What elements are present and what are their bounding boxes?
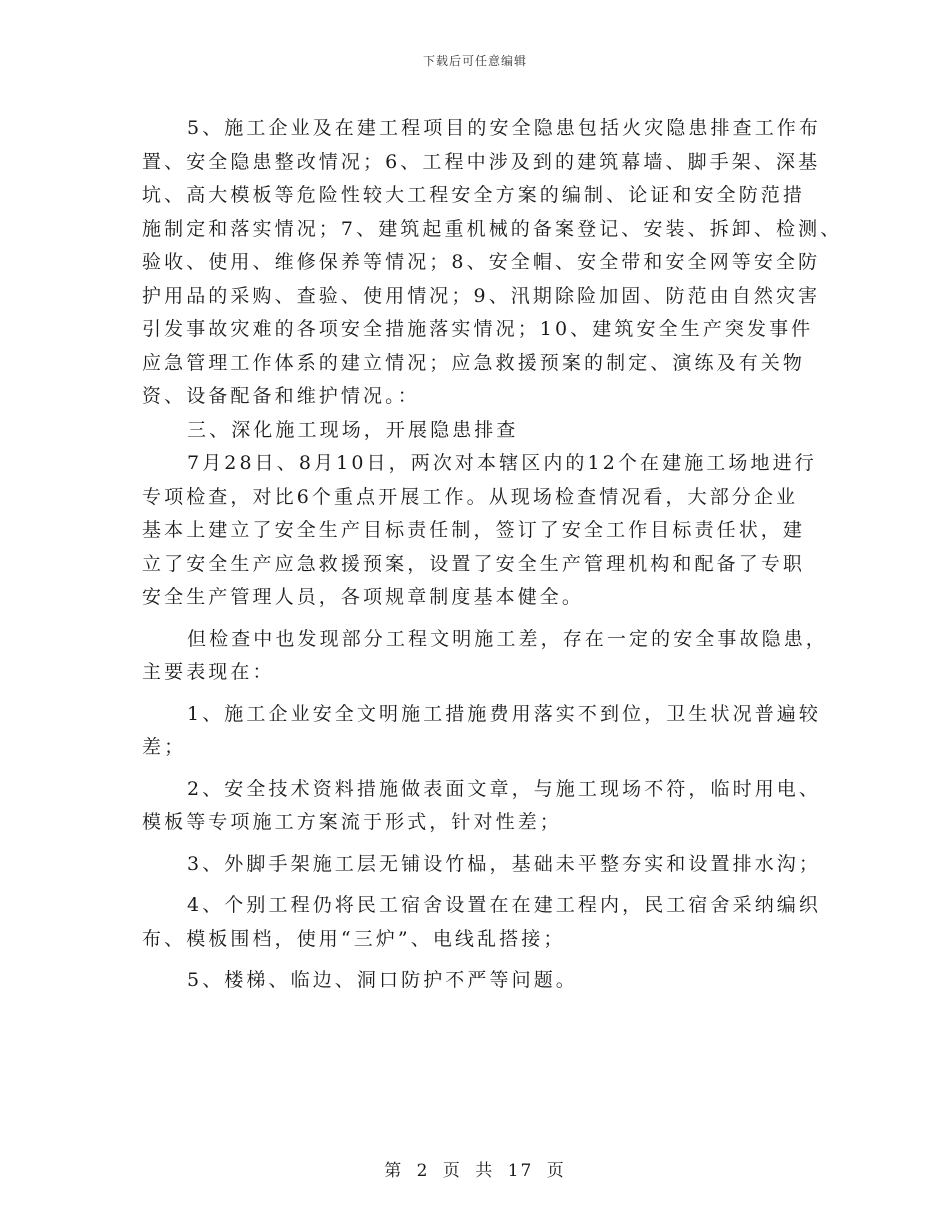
list-item-line: 4、个别工程仍将民工宿舍设置在在建工程内，民工宿舍采纳编织: [187, 894, 821, 916]
paragraph-line: 施制定和落实情况；7、建筑起重机械的备案登记、安装、拆卸、检测、: [142, 217, 843, 240]
list-item-line: 5、楼梯、临边、洞口防护不严等问题。: [187, 969, 578, 991]
paragraph-line: 护用品的采购、查验、使用情况；9、汛期除险加固、防范由自然灾害: [142, 284, 821, 307]
page-footer: 第 2 页 共 17 页: [384, 1161, 566, 1181]
page-header: 下载后可任意编辑: [422, 54, 527, 68]
list-item-line: 模板等专项施工方案流于形式，针对性差；: [142, 811, 562, 833]
paragraph-line: 5、施工企业及在建工程项目的安全隐患包括火灾隐患排查工作布: [187, 117, 821, 139]
paragraph-line: 但检查中也发现部分工程文明施工差，存在一定的安全事故隐患，: [187, 627, 828, 650]
paragraph-line: 置、安全隐患整改情况；6、工程中涉及到的建筑幕墙、脚手架、深基: [142, 150, 821, 173]
paragraph-line: 专项检查，对比6个重点开展工作。从现场检查情况看，大部分企业: [142, 485, 799, 508]
paragraph-line: 资、设备配备和维护情况。：: [142, 385, 420, 407]
paragraph-line: 立了安全生产应急救援预案，设置了安全生产管理机构和配备了专职: [142, 552, 806, 575]
list-item-line: 2、安全技术资料措施做表面文章，与施工现场不符，临时用电、: [187, 777, 821, 800]
list-item-line: 差；: [142, 736, 187, 758]
paragraph-line: 7月28日、8月10日，两次对本辖区内的12个在建施工场地进行: [187, 452, 817, 474]
section-heading: 三、深化施工现场，开展隐患排查: [187, 418, 519, 441]
paragraph-line: 坑、高大模板等危险性较大工程安全方案的编制、论证和安全防范措: [142, 184, 806, 206]
paragraph-line: 基本上建立了安全生产目标责任制，签订了安全工作目标责任状，建: [142, 519, 806, 541]
paragraph-line: 应急管理工作体系的建立情况；应急救援预案的制定、演练及有关物: [142, 351, 806, 374]
paragraph-line: 安全生产管理人员，各项规章制度基本健全。: [142, 586, 585, 608]
list-item-line: 3、外脚手架施工层无铺设竹榀，基础未平整夯实和设置排水沟；: [187, 852, 821, 875]
list-item-line: 1、施工企业安全文明施工措施费用落实不到位，卫生状况普遍较: [187, 702, 821, 725]
paragraph-line: 引发事故灾难的各项安全措施落实情况；10、建筑安全生产突发事件: [142, 318, 814, 340]
paragraph-line: 主要表现在：: [142, 661, 275, 683]
document-body: [142, 112, 843, 998]
paragraph-line: 验收、使用、维修保养等情况；8、安全帽、安全带和安全网等安全防: [142, 251, 821, 273]
list-item-line: 布、模板围档，使用“三炉”、电线乱搭接；: [142, 927, 566, 950]
